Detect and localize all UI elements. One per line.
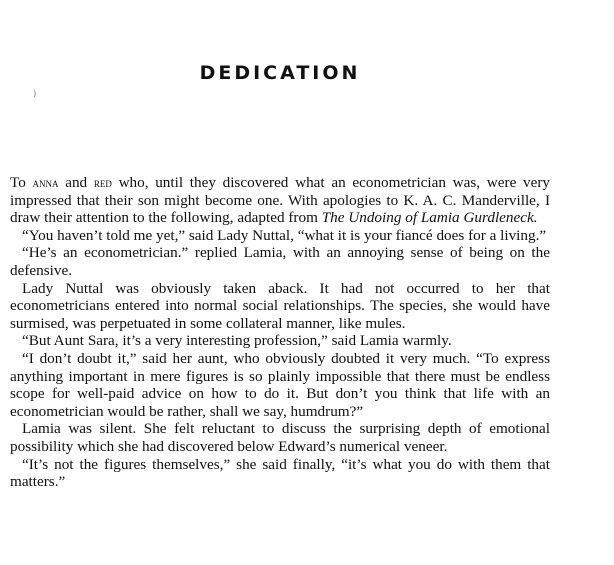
- name-anna: anna: [32, 175, 59, 190]
- paragraph-1: “You haven’t told me yet,” said Lady Nuttal, “what it is your fiancé does for a living.”: [22, 226, 547, 244]
- paragraph-5: “I don’t doubt it,” said her aunt, who obviously doubted it very much. “To express anything important in mere figures is so plainly impossible that there must be endless scope for well-paid advice on how to do it. But don’t you think that life with an econometrician would be rather, shall we say, humdrum?”: [10, 349, 550, 420]
- dedication-intro-paragraph: [10, 174, 550, 227]
- dedication-body: [10, 174, 550, 491]
- stray-mark: ): [33, 88, 36, 98]
- book-title: The Undoing of Lamia Gurdleneck.: [321, 209, 538, 227]
- paragraph-2: “He’s an econometrician.” replied Lamia, with an annoying sense of being on the defensive.: [10, 244, 550, 279]
- paragraph-3: Lady Nuttal was obviously taken aback. It had not occurred to her that econometricians entered into normal social relationships. The species, she would have surmised, was perpetuated in some collateral manner, like mules.: [10, 279, 550, 332]
- intro-text-2: and: [58, 174, 94, 191]
- name-red: red: [93, 175, 112, 190]
- paragraph-4: “But Aunt Sara, it’s a very interesting profession,” said Lamia warmly.: [22, 332, 452, 350]
- dedication-heading: DEDICATION: [199, 62, 361, 84]
- paragraph-7: “It’s not the figures themselves,” she said finally, “it’s what you do with them that matters.”: [10, 455, 550, 491]
- intro-text-1: To: [10, 174, 33, 191]
- paragraph-6: Lamia was silent. She felt reluctant to discuss the surprising depth of emotional possibility which she had discovered below Edward’s numerical veneer.: [10, 420, 550, 455]
- intro-text-3: who, until they discovered what an econometrician was, were very impressed that their son might become one. With apologies to K. A. C. Manderville, I draw their attention to the following, adapted from: [10, 174, 550, 227]
